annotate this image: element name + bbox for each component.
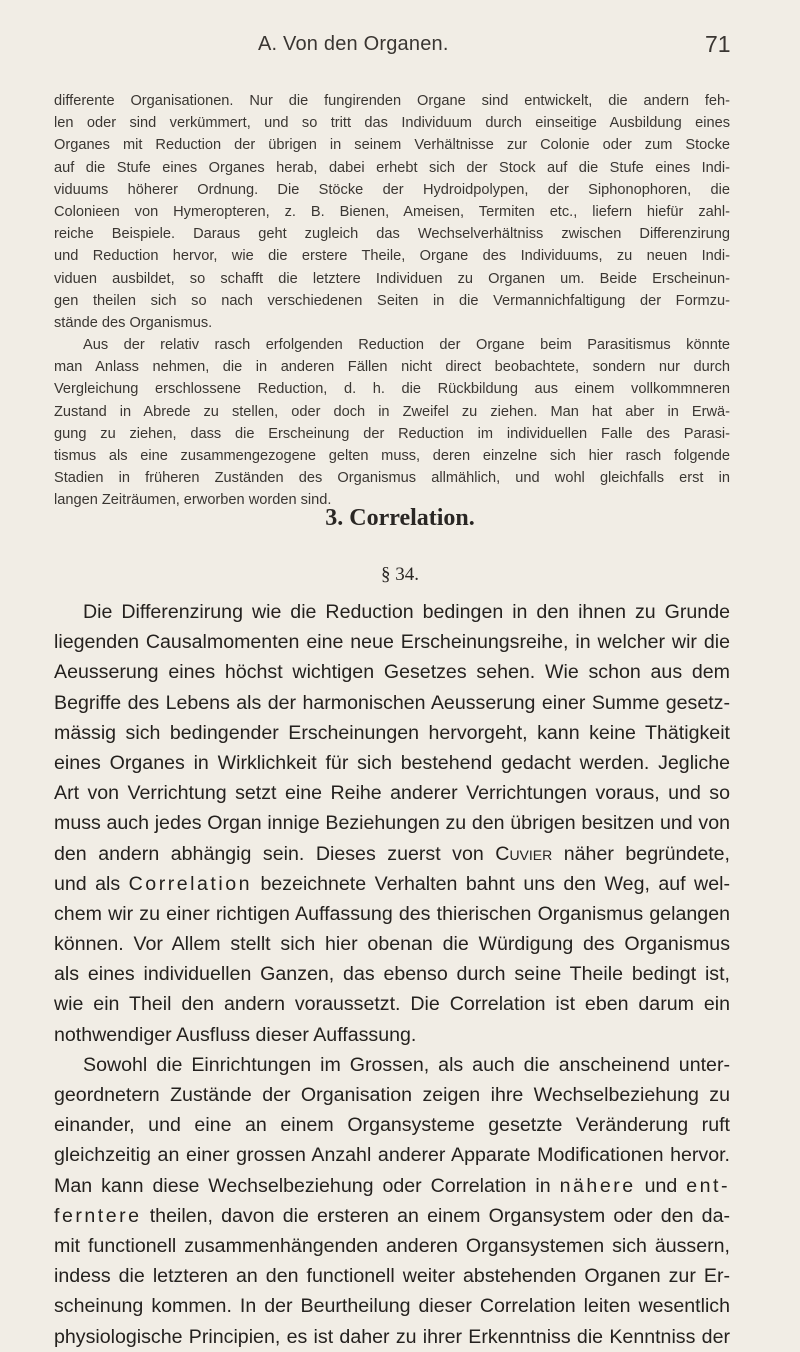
text-line: len oder sind verkümmert, und so tritt das Individuum durch einseitige Ausbildung eines xyxy=(54,115,730,132)
text-run: und xyxy=(635,1174,687,1197)
text-line xyxy=(54,869,730,899)
text-line: wie ein Theil den andern voraussetzt. Die Correlation ist eben darum ein xyxy=(54,993,730,1016)
paragraph-correlation-definition xyxy=(54,597,730,1050)
text-line xyxy=(54,839,730,869)
paragraph-parasitismus xyxy=(54,334,730,512)
term-entferntere-part2: ferntere xyxy=(54,1204,142,1227)
text-line: gleichzeitig an einer grossen Anzahl anderer Apparate Modificationen hervor. xyxy=(54,1144,730,1167)
text-line: stände des Organismus. xyxy=(54,314,213,331)
author-name-cuvier: Cuvier xyxy=(495,842,553,865)
text-line: chem wir zu einer richtigen Auffassung des thierischen Organismus gelangen xyxy=(54,902,730,925)
text-line: geordnetern Zustände der Organisation zeigen ihre Wechselbeziehung zu xyxy=(54,1084,730,1106)
text-line: können. Vor Allem stellt sich hier obenan die Würdigung des Organismus xyxy=(54,933,730,956)
text-line: reiche Beispiele. Daraus geht zugleich das Wechselverhältniss zwischen Differenzirung xyxy=(54,226,730,243)
paragraph-differenzirung-reduction xyxy=(54,90,730,334)
text-line: physiologische Principien, es ist daher zu ihrer Erkenntniss die Kenntniss der xyxy=(54,1325,730,1348)
term-naehere: nähere xyxy=(559,1174,636,1197)
text-line: scheinung kommen. In der Beurtheilung dieser Correlation leiten wesentlich xyxy=(54,1295,730,1318)
text-line: einander, und eine an einem Organsysteme gesetzte Veränderung ruft xyxy=(54,1114,730,1137)
text-run: den andern abhängig sein. Dieses zuerst von xyxy=(54,842,496,865)
text-line: Aus der relativ rasch erfolgenden Reduction der Organe beim Parasitismus könnte xyxy=(83,337,730,353)
text-line: langen Zeiträumen, erworben worden sind. xyxy=(54,492,332,509)
text-line: gung zu ziehen, dass die Erscheinung der Reduction im individuellen Falle des Parasi- xyxy=(54,425,730,442)
text-run: bezeichnete Verhalten bahnt uns den Weg, auf wel- xyxy=(252,872,730,895)
text-line xyxy=(54,1201,730,1231)
text-run: Man kann diese Wechselbeziehung oder Correlation in xyxy=(54,1174,560,1197)
text-line: gen theilen sich so nach verschiedenen Seiten in die Vermannichfaltigung der Formzu- xyxy=(54,292,730,309)
text-line: Organes mit Reduction der übrigen in seinem Verhältnisse zur Colonie oder zum Stocke xyxy=(54,137,730,154)
text-line: Aeusserung eines höchst wichtigen Gesetzes sehen. Wie schon aus dem xyxy=(54,661,730,684)
paragraph-correlation-types xyxy=(54,1050,730,1352)
text-line: Art von Verrichtung setzt eine Reihe anderer Verrichtungen voraus, und so xyxy=(54,782,730,805)
running-head: A. Von den Organen. xyxy=(258,33,449,55)
text-line: viduen ausbildet, so schafft die letztere Individuen zu Organen um. Beide Erscheinun- xyxy=(54,270,730,287)
page-number: 71 xyxy=(705,31,731,57)
text-line: Vergleichung erschlossene Reduction, d. h. die Rückbildung aus einem vollkommneren xyxy=(54,381,730,398)
text-line xyxy=(54,1171,730,1201)
text-line: Begriffe des Lebens als der harmonischen Aeusserung einer Summe gesetz- xyxy=(54,691,730,714)
text-line: Sowohl die Einrichtungen im Grossen, als auch die anscheinend unter- xyxy=(83,1053,730,1076)
text-line: Die Differenzirung wie die Reduction bedingen in den ihnen zu Grunde xyxy=(83,601,730,623)
text-line: als eines individuellen Ganzen, das ebenso durch seine Theile bedingt ist, xyxy=(54,963,730,986)
text-run: und als xyxy=(54,872,129,895)
text-line: muss auch jedes Organ innige Beziehungen zu den übrigen besitzen und von xyxy=(54,812,730,835)
text-line: mässig sich bedingender Erscheinungen hervorgeht, kann keine Thätigkeit xyxy=(54,721,730,744)
text-line: tismus als eine zusammengezogene gelten muss, deren einzelne sich hier rasch folgende xyxy=(54,447,730,464)
text-run: näher begründete, xyxy=(552,842,731,865)
text-line: Zustand in Abrede zu stellen, oder doch in Zweifel zu ziehen. Man hat aber in Erwä- xyxy=(54,403,730,420)
main-text xyxy=(54,597,730,1352)
text-line: liegenden Causalmomenten eine neue Erscheinungsreihe, in welcher wir die xyxy=(54,631,730,654)
text-line: Stadien in früheren Zuständen des Organismus allmählich, und wohl gleichfalls erst in xyxy=(54,470,730,487)
text-line: und Reduction hervor, wie die erstere Theile, Organe des Individuums, zu neuen Indi- xyxy=(54,248,730,265)
term-correlation: Correlation xyxy=(128,872,252,895)
section-heading: 3. Correlation. xyxy=(325,505,475,531)
text-line: mit functionell zusammenhängenden anderen Organsystemen sich äussern, xyxy=(54,1234,730,1257)
text-line: indess die letzteren an den functionell weiter abstehenden Organen zur Er- xyxy=(54,1265,730,1288)
text-line: man Anlass nehmen, die in anderen Fällen nicht direct beobachtete, sondern nur durch xyxy=(54,359,730,376)
text-line: differente Organisationen. Nur die fungirenden Organe sind entwickelt, die andern feh- xyxy=(54,93,730,109)
text-line: viduums höherer Ordnung. Die Stöcke der Hydroidpolypen, der Siphonophoren, die xyxy=(54,181,730,198)
text-line: auf die Stufe eines Organes herab, dabei erhebt sich der Stock auf die Stufe eines Indi- xyxy=(54,159,730,176)
paragraph-number: § 34. xyxy=(381,564,419,585)
text-line: eines Organes in Wirklichkeit für sich bestehend gedacht werden. Jegliche xyxy=(54,751,730,774)
text-line: Colonieen von Hymeropteren, z. B. Bienen, Ameisen, Termiten etc., liefern hiefür zahl- xyxy=(54,203,730,220)
text-line: nothwendiger Ausfluss dieser Auffassung. xyxy=(54,1023,417,1046)
text-run: theilen, davon die ersteren an einem Organsystem oder den da- xyxy=(141,1204,730,1227)
term-entferntere-part1: ent- xyxy=(686,1174,730,1197)
